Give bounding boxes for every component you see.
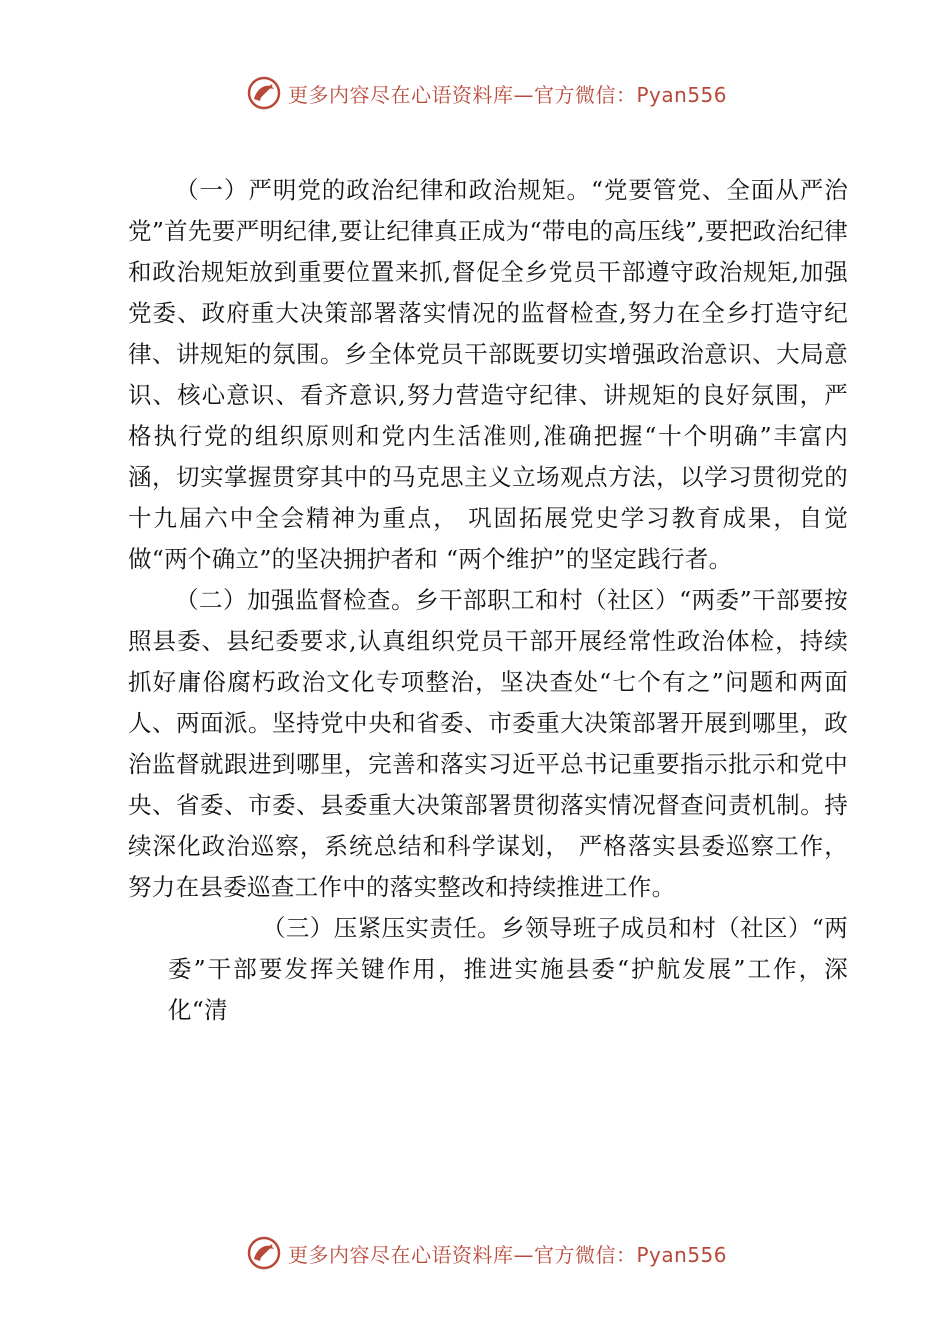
banner-text: 更多内容尽在心语资料库—官方微信：Pyan556 [288, 1242, 728, 1267]
header-banner [246, 73, 766, 113]
brush-swirl-logo-icon [246, 75, 282, 111]
footer-banner [246, 1233, 766, 1273]
document-body [128, 170, 848, 1031]
banner-text: 更多内容尽在心语资料库—官方微信：Pyan556 [288, 82, 728, 107]
paragraph-3: （三）压紧压实责任。乡领导班子成员和村（社区）“两委”干部要发挥关键作用，推进实施县委“护航发展”工作，深化“清 [168, 914, 848, 1024]
paragraph-1: （一）严明党的政治纪律和政治规矩。“党要管党、全面从严治党”首先要严明纪律,要让纪律真正成为“带电的高压线”,要把政治纪律和政治规矩放到重要位置来抓,督促全乡党员干部遵守政治规矩,加强党委、政府重大决策部署落实情况的监督检查,努力在全乡打造守纪律、讲规矩的氛围。乡全体党员干部既要切实增强政治意识、大局意识、核心意识、看齐意识,努力营造守纪律、讲规矩的良好氛围，严格执行党的组织原则和党内生活准则,准确把握“十个明确”丰富内涵，切实掌握贯穿其中的马克思主义立场观点方法，以学习贯彻党的十九届六中全会精神为重点， 巩固拓展党史学习教育成果，自觉做“两个确立”的坚决拥护者和 “两个维护”的坚定践行者。 [128, 176, 848, 573]
paragraph-2: （二）加强监督检查。乡干部职工和村（社区）“两委”干部要按照县委、县纪委要求,认真组织党员干部开展经常性政治体检，持续抓好庸俗腐朽政治文化专项整治，坚决查处“七个有之”问题和两面人、两面派。坚持党中央和省委、市委重大决策部署开展到哪里，政治监督就跟进到哪里，完善和落实习近平总书记重要指示批示和党中央、省委、市委、县委重大决策部署贯彻落实情况督查问责机制。持续深化政治巡察，系统总结和科学谋划， 严格落实县委巡察工作，努力在县委巡查工作中的落实整改和持续推进工作。 [128, 586, 848, 901]
brush-swirl-logo-icon [246, 1235, 282, 1271]
